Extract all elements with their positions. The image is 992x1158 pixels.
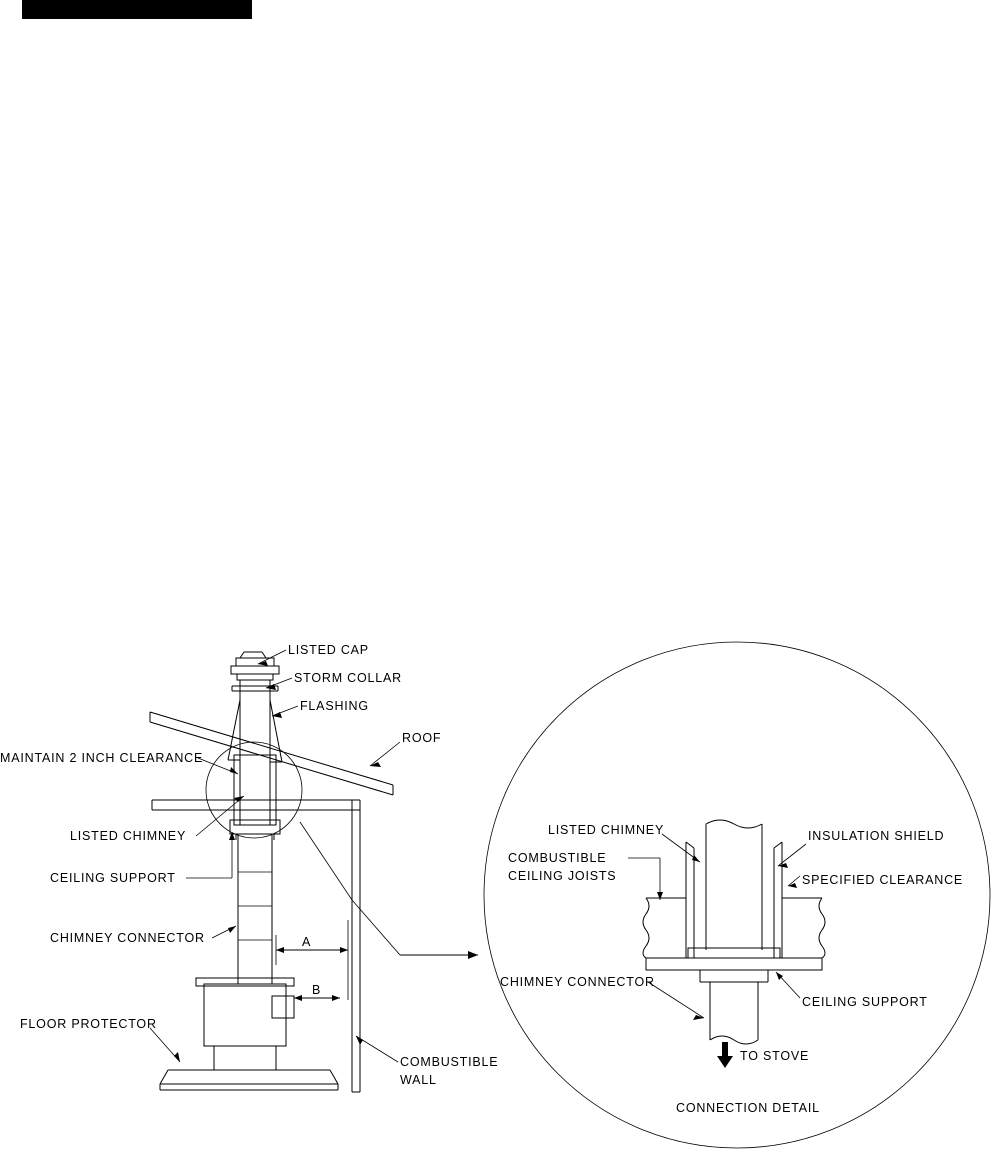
label-combustible-joists-line1: COMBUSTIBLE — [508, 851, 607, 865]
label-chimney-connector-detail-text: CHIMNEY CONNECTOR — [500, 975, 655, 989]
label-dim-b: B — [312, 983, 322, 997]
label-insulation-shield-text: INSULATION SHIELD — [808, 829, 945, 843]
detail-magnifier-circle — [484, 642, 990, 1148]
label-ceiling-support-detail-text: CEILING SUPPORT — [802, 995, 928, 1009]
detail-listed-chimney-shape — [706, 820, 762, 950]
label-combustible-wall-line2: WALL — [400, 1073, 437, 1087]
label-combustible-wall-line1: COMBUSTIBLE — [400, 1055, 499, 1069]
detail-link-arrow — [300, 822, 478, 959]
left-elevation-group — [0, 643, 498, 1092]
label-storm-collar — [266, 671, 402, 690]
label-combustible-joists-line2: CEILING JOISTS — [508, 869, 617, 883]
label-roof — [370, 731, 441, 767]
detail-joist-right — [782, 898, 825, 958]
label-listed-cap-text: LISTED CAP — [288, 643, 369, 657]
label-chimney-connector-detail — [500, 975, 704, 1020]
detail-joist-left — [643, 898, 686, 958]
to-stove-arrow — [717, 1042, 733, 1068]
label-chimney-connector-left-text: CHIMNEY CONNECTOR — [50, 931, 205, 945]
label-flashing — [272, 699, 369, 718]
detail-insulation-shield-shape — [686, 842, 782, 958]
right-detail-group — [484, 642, 990, 1148]
label-listed-chimney-detail-text: LISTED CHIMNEY — [548, 823, 665, 837]
label-flashing-text: FLASHING — [300, 699, 369, 713]
label-insulation-shield — [778, 829, 944, 868]
label-maintain-clearance-text: MAINTAIN 2 INCH CLEARANCE — [0, 751, 204, 765]
label-floor-protector — [20, 1017, 180, 1062]
detail-chimney-connector-shape — [710, 982, 758, 1044]
label-specified-clearance-text: SPECIFIED CLEARANCE — [802, 873, 964, 887]
label-dim-a: A — [302, 935, 312, 949]
listed-cap-shape — [231, 652, 279, 680]
label-listed-chimney-left-text: LISTED CHIMNEY — [70, 829, 187, 843]
detail-ceiling-support-shape — [646, 948, 822, 982]
combustible-wall-shape — [352, 800, 360, 1092]
label-combustible-wall — [356, 1036, 498, 1087]
label-ceiling-support-left-text: CEILING SUPPORT — [50, 871, 176, 885]
detail-callout-circle — [206, 742, 302, 838]
label-storm-collar-text: STORM COLLAR — [294, 671, 403, 685]
label-roof-text: ROOF — [402, 731, 442, 745]
listed-chimney-shape — [234, 755, 276, 825]
label-ceiling-support-detail — [776, 972, 928, 1009]
chimney-pipe-upper — [240, 680, 270, 760]
label-floor-protector-text: FLOOR PROTECTOR — [20, 1017, 157, 1031]
label-listed-cap — [258, 643, 369, 666]
label-listed-chimney-left — [70, 796, 244, 843]
label-maintain-clearance — [0, 751, 238, 774]
flashing-shape — [228, 700, 282, 762]
label-specified-clearance — [788, 873, 963, 888]
ceiling-line — [152, 800, 360, 810]
chimney-connector-shape — [238, 834, 272, 984]
stove-shape — [196, 978, 294, 1070]
label-combustible-joists — [508, 851, 663, 900]
label-chimney-connector-left — [50, 926, 236, 945]
floor-protector-shape — [160, 1070, 338, 1090]
detail-caption-text: CONNECTION DETAIL — [676, 1101, 820, 1115]
label-to-stove-text: TO STOVE — [740, 1049, 810, 1063]
